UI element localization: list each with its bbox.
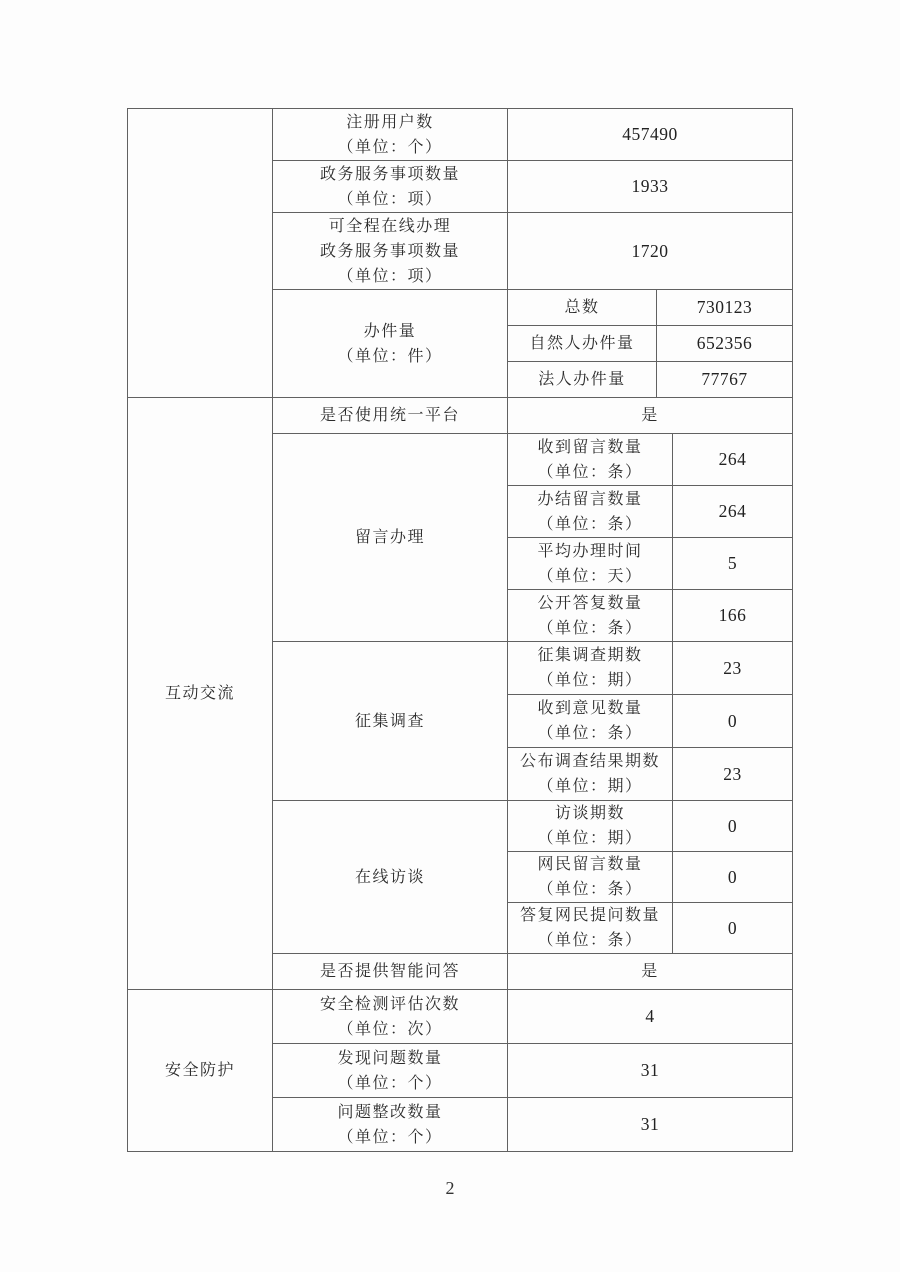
interview-periods-label-cell — [508, 801, 673, 852]
survey-periods-value: 23 — [673, 642, 793, 695]
case-volume-label-cell — [273, 290, 508, 398]
online-service-items-label-cell — [273, 213, 508, 290]
avg-handling-time-label: 平均办理时间 — [537, 542, 643, 560]
public-replies-unit: （单位：条） — [537, 619, 643, 637]
smart-qa-label: 是否提供智能问答 — [319, 963, 460, 980]
registered-users-label-cell — [273, 109, 508, 161]
registered-users-label: 注册用户数 — [346, 113, 434, 131]
survey-results-value: 23 — [673, 748, 793, 801]
security-section-label: 安全防护 — [164, 1062, 235, 1079]
interview-label-cell — [273, 801, 508, 954]
legal-person-label-cell — [508, 362, 657, 398]
problems-found-value: 31 — [508, 1044, 793, 1098]
case-total-value: 730123 — [657, 290, 793, 326]
survey-periods-label: 征集调查期数 — [537, 647, 643, 664]
section-spacer-cell — [128, 109, 273, 398]
service-items-label-cell — [273, 161, 508, 213]
security-checks-value: 4 — [508, 990, 793, 1044]
online-service-items-unit: （单位：项） — [337, 267, 443, 285]
interview-label: 在线访谈 — [354, 868, 425, 886]
netizen-replies-label-cell — [508, 903, 673, 954]
problems-found-label: 发现问题数量 — [337, 1049, 443, 1067]
natural-person-value: 652356 — [657, 326, 793, 362]
case-volume-label: 办件量 — [363, 322, 417, 340]
natural-person-label-cell — [508, 326, 657, 362]
opinions-received-label-cell — [508, 695, 673, 748]
public-replies-label: 公开答复数量 — [537, 594, 643, 612]
survey-results-label-cell — [508, 748, 673, 801]
netizen-messages-value: 0 — [673, 852, 793, 903]
online-service-items-label2: 政务服务事项数量 — [319, 242, 460, 260]
messages-completed-unit: （单位：条） — [537, 515, 643, 533]
case-volume-unit: （单位：件） — [337, 347, 443, 365]
netizen-replies-label: 答复网民提问数量 — [519, 907, 660, 924]
security-checks-unit: （单位：次） — [337, 1020, 443, 1038]
survey-results-label: 公布调查结果期数 — [519, 753, 660, 770]
problems-fixed-unit: （单位：个） — [337, 1128, 443, 1146]
opinions-received-value: 0 — [673, 695, 793, 748]
messages-received-unit: （单位：条） — [537, 463, 643, 481]
survey-label-cell — [273, 642, 508, 801]
problems-found-unit: （单位：个） — [337, 1074, 443, 1092]
messages-received-label-cell — [508, 434, 673, 486]
message-handling-label: 留言办理 — [354, 529, 425, 546]
unified-platform-label-cell — [273, 398, 508, 434]
problems-fixed-value: 31 — [508, 1098, 793, 1152]
natural-person-label: 自然人办件量 — [529, 335, 635, 352]
security-checks-label: 安全检测评估次数 — [319, 995, 460, 1013]
messages-received-value: 264 — [673, 434, 793, 486]
messages-completed-label-cell — [508, 486, 673, 538]
service-items-unit: （单位：项） — [337, 190, 443, 208]
security-checks-label-cell — [273, 990, 508, 1044]
opinions-received-label: 收到意见数量 — [537, 700, 643, 717]
case-total-label-cell — [508, 290, 657, 326]
smart-qa-value: 是 — [508, 954, 793, 990]
interaction-section-cell — [128, 398, 273, 990]
problems-found-label-cell — [273, 1044, 508, 1098]
interview-periods-label: 访谈期数 — [554, 805, 625, 822]
online-service-items-label: 可全程在线办理 — [328, 217, 452, 235]
table-row — [128, 398, 793, 434]
page-number: 2 — [445, 1178, 455, 1198]
survey-periods-unit: （单位：期） — [537, 672, 643, 689]
service-items-value: 1933 — [508, 161, 793, 213]
public-replies-value: 166 — [673, 590, 793, 642]
messages-completed-label: 办结留言数量 — [537, 490, 643, 508]
government-report-table — [127, 108, 793, 1152]
avg-handling-time-unit: （单位：天） — [537, 567, 643, 585]
unified-platform-label: 是否使用统一平台 — [319, 407, 460, 424]
avg-handling-time-label-cell — [508, 538, 673, 590]
table-row — [128, 109, 793, 161]
survey-results-unit: （单位：期） — [537, 778, 643, 795]
messages-received-label: 收到留言数量 — [537, 438, 643, 456]
interview-periods-value: 0 — [673, 801, 793, 852]
registered-users-value: 457490 — [508, 109, 793, 161]
table-row — [128, 990, 793, 1044]
smart-qa-label-cell — [273, 954, 508, 990]
interaction-section-label: 互动交流 — [164, 685, 235, 702]
registered-users-unit: （单位：个） — [337, 138, 443, 156]
survey-periods-label-cell — [508, 642, 673, 695]
netizen-messages-label-cell — [508, 852, 673, 903]
security-section-cell — [128, 990, 273, 1152]
interview-periods-unit: （单位：期） — [537, 830, 643, 847]
netizen-messages-unit: （单位：条） — [537, 881, 643, 898]
netizen-messages-label: 网民留言数量 — [537, 856, 643, 873]
survey-label: 征集调查 — [354, 712, 425, 730]
unified-platform-value: 是 — [508, 398, 793, 434]
messages-completed-value: 264 — [673, 486, 793, 538]
legal-person-label: 法人办件量 — [538, 371, 626, 388]
problems-fixed-label: 问题整改数量 — [337, 1103, 443, 1121]
netizen-replies-unit: （单位：条） — [537, 932, 643, 949]
opinions-received-unit: （单位：条） — [537, 725, 643, 742]
avg-handling-time-value: 5 — [673, 538, 793, 590]
netizen-replies-value: 0 — [673, 903, 793, 954]
legal-person-value: 77767 — [657, 362, 793, 398]
online-service-items-value: 1720 — [508, 213, 793, 290]
case-total-label: 总数 — [564, 299, 600, 316]
problems-fixed-label-cell — [273, 1098, 508, 1152]
message-handling-label-cell — [273, 434, 508, 642]
public-replies-label-cell — [508, 590, 673, 642]
service-items-label: 政务服务事项数量 — [319, 165, 460, 183]
